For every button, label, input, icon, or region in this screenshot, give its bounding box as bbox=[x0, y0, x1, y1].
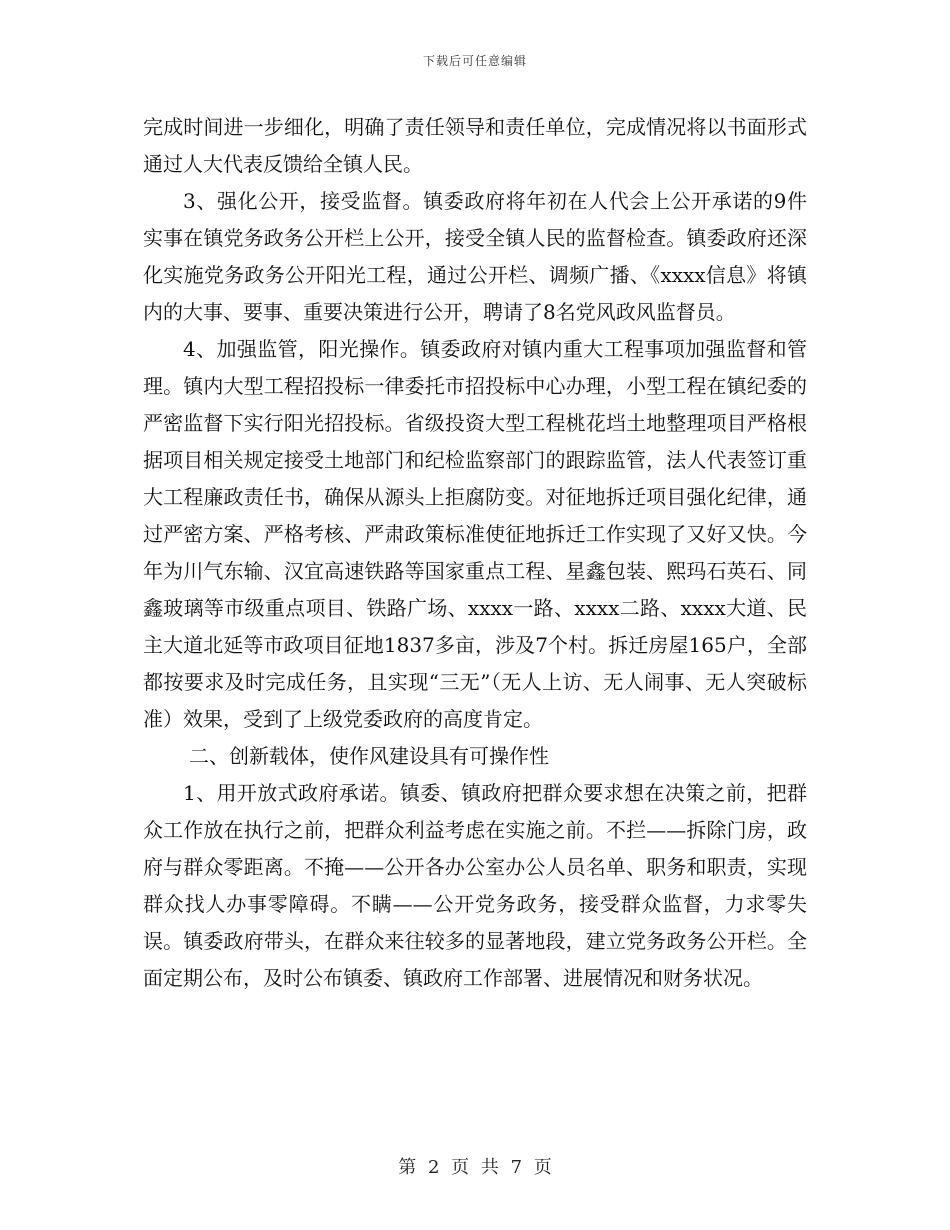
section-heading-two: 二、创新载体，使作风建设具有可操作性 bbox=[189, 744, 549, 768]
header-note: 下载后可任意编辑 bbox=[422, 54, 527, 68]
paragraph-openness-supervision: 3、强化公开，接受监督。镇委政府将年初在人代会上公开承诺的9件实事在镇党务政务公开栏上公开，接受全镇人民的监督检查。镇委政府还深化实施党务政务公开阳光工程，通过公开栏、调频广播、《xxxx信息》将镇内的大事、要事、重要决策进行公开，聘请了8名党风政风监督员。 bbox=[143, 189, 807, 324]
page-number-footer: 第 2 页 共 7 页 bbox=[398, 1157, 552, 1178]
document-body bbox=[143, 109, 807, 997]
paragraph-oversight-operation: 4、加强监管，阳光操作。镇委政府对镇内重大工程事项加强监督和管理。镇内大型工程招投标一律委托市招投标中心办理，小型工程在镇纪委的严密监督下实行阳光招投标。省级投资大型工程桃花垱土地整理项目严格根据项目相关规定接受土地部门和纪检监察部门的跟踪监管，法人代表签订重大工程廉政责任书，确保从源头上拒腐防变。对征地拆迁项目强化纪律，通过严密方案、严格考核、严肃政策标准使征地拆迁工作实现了又好又快。今年为川气东输、汉宜高速铁路等国家重点工程、星鑫包装、熙玛石英石、同鑫玻璃等市级重点项目、铁路广场、xxxx一路、xxxx二路、xxxx大道、民主大道北延等市政项目征地1837多亩，涉及7个村。拆迁房屋165户，全部都按要求及时完成任务，且实现“三无”（无人上访、无人闹事、无人突破标准）效果，受到了上级党委政府的高度肯定。 bbox=[143, 337, 807, 731]
paragraph-continuation: 完成时间进一步细化，明确了责任领导和责任单位，完成情况将以书面形式通过人大代表反馈给全镇人民。 bbox=[143, 115, 807, 176]
paragraph-open-government-commitment: 1、用开放式政府承诺。镇委、镇政府把群众要求想在决策之前，把群众工作放在执行之前，把群众利益考虑在实施之前。不拦——拆除门房，政府与群众零距离。不掩——公开各办公室办公人员名单、职务和职责，实现群众找人办事零障碍。不瞒——公开党务政务，接受群众监督，力求零失误。镇委政府带头，在群众来往较多的显著地段，建立党务政务公开栏。全面定期公布，及时公布镇委、镇政府工作部署、进展情况和财务状况。 bbox=[143, 781, 807, 990]
